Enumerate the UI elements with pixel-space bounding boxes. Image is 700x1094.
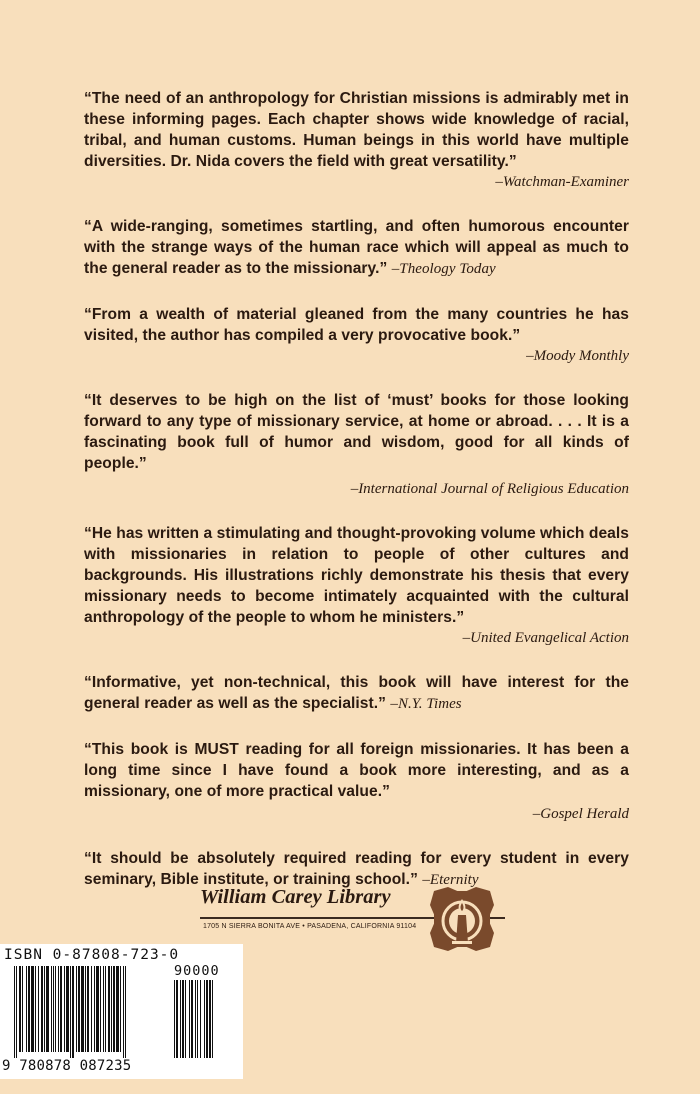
barcode-bar bbox=[64, 966, 65, 1052]
barcode-bar bbox=[189, 980, 190, 1058]
publisher-address: 1705 N SIERRA BONITA AVE • PASADENA, CALIFORNIA 91104 bbox=[203, 923, 417, 930]
barcode-bar bbox=[35, 966, 36, 1052]
quote-source: –N.Y. Times bbox=[390, 696, 462, 712]
barcode-bar bbox=[105, 966, 106, 1052]
price-code: 90000 bbox=[174, 963, 220, 979]
barcode-bar bbox=[87, 966, 89, 1052]
barcode-bar bbox=[72, 966, 74, 1058]
quote-text: “The need of an anthropology for Christian missions is admirably met in these informing pages. Each chapter shows wide knowledge of racial, tribal, and human customs. Human beings in this world have multiple diversities. Dr. Nida covers the field with great versatility.” bbox=[84, 90, 629, 170]
quote-source: –Theology Today bbox=[391, 261, 496, 277]
barcode-bar bbox=[195, 980, 196, 1058]
review-quotes bbox=[84, 88, 629, 915]
quote-text: “He has written a stimulating and thought-provoking volume which deals with missionaries in relation to people of other cultures and backgrounds. His illustrations richly demonstrate his thesis that every missionary needs to become intimately acquainted with the cultural anthropology of the people to whom he ministers.” bbox=[84, 525, 630, 626]
barcode-bar bbox=[120, 966, 121, 1052]
review-quote bbox=[84, 216, 629, 280]
barcode-bar bbox=[31, 966, 34, 1052]
quote-source: –Eternity bbox=[422, 872, 479, 888]
barcode-bar bbox=[66, 966, 69, 1052]
barcode-bar bbox=[116, 966, 119, 1052]
price-barcode-bars bbox=[174, 980, 238, 1058]
barcode-bar bbox=[85, 966, 86, 1052]
quote-text: “This book is MUST reading for all foreign missionaries. It has been a long time since I have found a book more interesting, and as a missionary, one of more practical value.” bbox=[84, 741, 629, 800]
barcode-bar bbox=[180, 980, 181, 1058]
quote-text: “From a wealth of material gleaned from the many countries he has visited, the author has compiled a very provocative book.” bbox=[84, 306, 629, 344]
review-quote bbox=[84, 304, 629, 366]
barcode-bar bbox=[53, 966, 54, 1052]
barcode-bar bbox=[81, 966, 84, 1052]
quote-source: –International Journal of Religious Education bbox=[350, 481, 629, 497]
barcode-bar bbox=[78, 966, 80, 1052]
barcode-bar bbox=[51, 966, 52, 1052]
ean-number: 9 780878 087235 bbox=[2, 1058, 132, 1074]
barcode-bar bbox=[38, 966, 39, 1052]
barcode-bar bbox=[200, 980, 201, 1058]
barcode-bar bbox=[14, 966, 15, 1058]
review-quote bbox=[84, 390, 629, 499]
barcode-bar bbox=[44, 966, 45, 1052]
barcode-bar bbox=[197, 980, 198, 1058]
barcode-bar bbox=[60, 966, 62, 1052]
quote-text: “It should be absolutely required reading for every student in every seminary, Bible institute, or training school.” –Eternity bbox=[84, 850, 629, 888]
candle-icon bbox=[428, 885, 496, 953]
barcode-bar bbox=[70, 966, 71, 1058]
quote-text: “A wide-ranging, sometimes startling, and often humorous encounter with the strange ways of the human race which will appeal as much to the general reader as to the missionary.” –Theology Today bbox=[84, 218, 629, 277]
ean-barcode-bars bbox=[14, 966, 170, 1058]
publisher-imprint bbox=[200, 880, 540, 960]
barcode-bar bbox=[123, 966, 124, 1058]
barcode-bar bbox=[19, 966, 21, 1052]
review-quote bbox=[84, 739, 629, 824]
quote-text: “It deserves to be high on the list of ‘must’ books for those looking forward to any type of missionary service, at home or abroad. . . . It is a fascinating book full of humor and wisdom, good for all kinds of people.” bbox=[84, 392, 629, 472]
barcode-bar bbox=[94, 966, 95, 1052]
review-quote bbox=[84, 672, 629, 715]
barcode-bar bbox=[91, 966, 92, 1052]
barcode-bar bbox=[206, 980, 208, 1058]
barcode-bar bbox=[76, 966, 77, 1052]
barcode-bar bbox=[58, 966, 59, 1052]
barcode-bar bbox=[28, 966, 30, 1052]
quote-text: “Informative, yet non-technical, this book will have interest for the general reader as well as the specialist.” –N.Y. Times bbox=[84, 674, 629, 712]
barcode-bar bbox=[111, 966, 112, 1052]
barcode-bar bbox=[55, 966, 56, 1052]
barcode-bar bbox=[26, 966, 27, 1052]
isbn-number: ISBN 0-87808-723-0 bbox=[4, 947, 180, 963]
barcode-bar bbox=[22, 966, 23, 1052]
barcode-bar bbox=[46, 966, 49, 1052]
barcode-bar bbox=[16, 966, 17, 1058]
barcode-bar bbox=[100, 966, 101, 1052]
barcode-bar bbox=[108, 966, 110, 1052]
barcode-bar bbox=[212, 980, 213, 1058]
publisher-name: William Carey Library bbox=[200, 886, 391, 908]
barcode-bar bbox=[174, 980, 175, 1058]
quote-source: –Watchman-Examiner bbox=[495, 174, 629, 190]
barcode-bar bbox=[41, 966, 43, 1052]
review-quote bbox=[84, 88, 629, 192]
barcode-bar bbox=[113, 966, 115, 1052]
quote-source: –Moody Monthly bbox=[526, 348, 629, 364]
quote-source: –Gospel Herald bbox=[532, 806, 629, 822]
barcode-bar bbox=[182, 980, 184, 1058]
barcode-bar bbox=[209, 980, 211, 1058]
review-quote bbox=[84, 523, 629, 648]
barcode-bar bbox=[103, 966, 104, 1052]
barcode-bar bbox=[96, 966, 99, 1052]
barcode-bar bbox=[125, 966, 126, 1058]
barcode-bar bbox=[185, 980, 186, 1058]
barcode-bar bbox=[204, 980, 205, 1058]
barcode-bar bbox=[191, 980, 193, 1058]
quote-source: –United Evangelical Action bbox=[462, 630, 629, 646]
barcode-bar bbox=[176, 980, 178, 1058]
isbn-barcode bbox=[0, 944, 243, 1079]
